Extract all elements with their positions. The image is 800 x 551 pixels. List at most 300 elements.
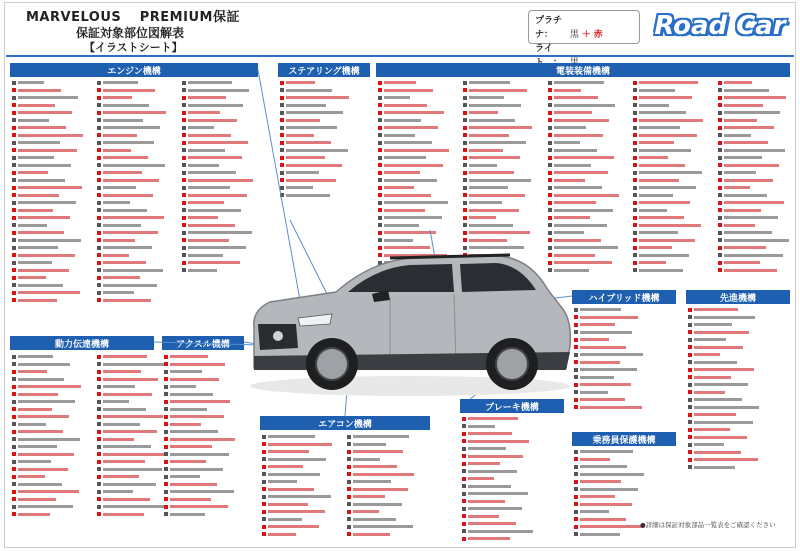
part-item <box>548 208 630 216</box>
part-item <box>548 88 630 96</box>
part-item <box>97 283 179 291</box>
part-item <box>718 95 800 103</box>
part-item <box>182 133 264 141</box>
part-item <box>12 504 94 512</box>
part-item <box>12 133 94 141</box>
part-item <box>718 155 800 163</box>
part-item <box>378 103 460 111</box>
part-item <box>12 407 94 415</box>
part-item <box>262 434 344 442</box>
part-item <box>12 369 94 377</box>
part-item <box>633 268 715 276</box>
part-item <box>164 467 246 475</box>
part-item <box>97 200 179 208</box>
part-item <box>688 345 770 353</box>
part-item <box>12 215 94 223</box>
part-item <box>280 140 362 148</box>
part-item <box>688 337 770 345</box>
part-item <box>463 95 545 103</box>
part-item <box>633 215 715 223</box>
parts-column <box>97 80 179 305</box>
part-item <box>262 442 344 450</box>
part-item <box>347 449 429 457</box>
part-item <box>164 444 246 452</box>
part-item <box>574 494 656 502</box>
part-item <box>280 185 362 193</box>
part-item <box>718 80 800 88</box>
part-item <box>574 509 656 517</box>
part-item <box>182 170 264 178</box>
part-item <box>548 95 630 103</box>
part-item <box>182 80 264 88</box>
part-item <box>97 260 179 268</box>
part-item <box>182 88 264 96</box>
parts-column <box>280 80 362 200</box>
part-item <box>462 484 544 492</box>
part-item <box>463 110 545 118</box>
part-item <box>347 509 429 517</box>
part-item <box>12 354 94 362</box>
part-item <box>463 125 545 133</box>
part-item <box>718 103 800 111</box>
part-item <box>463 193 545 201</box>
section-header-electrical <box>376 63 790 77</box>
part-item <box>378 110 460 118</box>
part-item <box>378 148 460 156</box>
part-item <box>633 260 715 268</box>
part-item <box>633 208 715 216</box>
part-item <box>262 502 344 510</box>
part-item <box>12 298 94 306</box>
part-item <box>688 457 770 465</box>
part-item <box>378 185 460 193</box>
part-item <box>182 125 264 133</box>
part-item <box>12 392 94 400</box>
part-item <box>12 125 94 133</box>
section-header-axle <box>162 336 244 350</box>
part-item <box>164 459 246 467</box>
part-item <box>164 384 246 392</box>
part-item <box>12 178 94 186</box>
legend-platinum-row <box>535 14 633 42</box>
part-item <box>462 536 544 544</box>
part-item <box>347 434 429 442</box>
part-item <box>462 439 544 447</box>
part-item <box>12 95 94 103</box>
part-item <box>718 88 800 96</box>
part-item <box>718 253 800 261</box>
part-item <box>97 298 179 306</box>
part-item <box>633 200 715 208</box>
part-item <box>548 193 630 201</box>
part-item <box>463 103 545 111</box>
part-item <box>280 103 362 111</box>
part-item <box>12 452 94 460</box>
part-item <box>12 110 94 118</box>
part-item <box>462 424 544 432</box>
part-item <box>12 155 94 163</box>
part-item <box>688 427 770 435</box>
part-item <box>164 504 246 512</box>
part-item <box>97 125 179 133</box>
logo-text: Road Car <box>654 11 786 41</box>
part-item <box>164 474 246 482</box>
road-car-logo <box>652 6 788 46</box>
part-item <box>688 322 770 330</box>
part-item <box>182 95 264 103</box>
part-item <box>164 354 246 362</box>
part-item <box>97 253 179 261</box>
part-item <box>164 512 246 520</box>
part-item <box>463 163 545 171</box>
part-item <box>12 512 94 520</box>
part-item <box>262 532 344 540</box>
part-item <box>688 405 770 413</box>
part-item <box>463 155 545 163</box>
section-title-aircon: エアコン機構 <box>318 419 372 430</box>
part-item <box>12 260 94 268</box>
part-item <box>164 369 246 377</box>
sheet-label: 【イラストシート】 <box>84 41 183 54</box>
part-item <box>280 155 362 163</box>
part-item <box>97 80 179 88</box>
part-item <box>280 133 362 141</box>
brake-parts-list <box>462 416 544 544</box>
part-item <box>378 178 460 186</box>
part-item <box>718 148 800 156</box>
part-item <box>548 148 630 156</box>
part-item <box>462 476 544 484</box>
part-item <box>548 125 630 133</box>
part-item <box>12 429 94 437</box>
parts-column <box>633 80 715 275</box>
part-item <box>462 499 544 507</box>
part-item <box>12 414 94 422</box>
part-item <box>164 399 246 407</box>
part-item <box>280 88 362 96</box>
part-item <box>12 362 94 370</box>
part-item <box>574 375 656 383</box>
part-item <box>633 80 715 88</box>
part-item <box>97 230 179 238</box>
part-item <box>12 497 94 505</box>
part-item <box>463 215 545 223</box>
part-item <box>718 178 800 186</box>
part-item <box>718 133 800 141</box>
section-title-hybrid: ハイブリッド機構 <box>588 293 660 304</box>
parts-column <box>462 416 544 544</box>
part-item <box>97 185 179 193</box>
part-item <box>718 170 800 178</box>
part-item <box>633 125 715 133</box>
section-title-electrical: 電装装備機構 <box>555 66 610 77</box>
part-item <box>688 360 770 368</box>
part-item <box>12 140 94 148</box>
part-item <box>574 502 656 510</box>
part-item <box>164 497 246 505</box>
part-item <box>97 208 179 216</box>
part-item <box>97 148 179 156</box>
part-item <box>688 330 770 338</box>
part-item <box>688 442 770 450</box>
part-item <box>548 185 630 193</box>
part-item <box>280 148 362 156</box>
header-divider <box>6 55 794 57</box>
part-item <box>688 435 770 443</box>
part-item <box>378 200 460 208</box>
part-item <box>12 80 94 88</box>
section-title-axle: アクスル機構 <box>176 339 230 350</box>
part-item <box>280 193 362 201</box>
legend-platinum-black: 黒 <box>569 30 579 40</box>
part-item <box>462 446 544 454</box>
part-item <box>574 330 656 338</box>
part-item <box>633 170 715 178</box>
hybrid-parts-list <box>574 307 656 412</box>
part-item <box>280 110 362 118</box>
part-item <box>378 95 460 103</box>
part-item <box>97 245 179 253</box>
part-item <box>688 450 770 458</box>
part-item <box>574 345 656 353</box>
part-item <box>97 155 179 163</box>
part-item <box>574 532 656 540</box>
part-item <box>164 407 246 415</box>
part-item <box>462 514 544 522</box>
part-item <box>97 103 179 111</box>
part-item <box>12 268 94 276</box>
part-item <box>12 200 94 208</box>
part-item <box>718 208 800 216</box>
part-item <box>633 110 715 118</box>
part-item <box>462 416 544 424</box>
part-item <box>378 125 460 133</box>
part-item <box>574 352 656 360</box>
part-item <box>182 148 264 156</box>
legend-platinum-label: プラチナ： <box>535 16 563 40</box>
part-item <box>12 459 94 467</box>
part-item <box>164 452 246 460</box>
part-item <box>97 140 179 148</box>
part-item <box>280 80 362 88</box>
part-item <box>262 509 344 517</box>
part-item <box>718 163 800 171</box>
part-item <box>280 178 362 186</box>
part-item <box>633 238 715 246</box>
part-item <box>12 444 94 452</box>
part-item <box>262 449 344 457</box>
part-item <box>164 429 246 437</box>
part-item <box>182 110 264 118</box>
part-item <box>12 489 94 497</box>
part-item <box>280 170 362 178</box>
steering-parts-list <box>280 80 362 200</box>
part-item <box>688 315 770 323</box>
part-item <box>97 88 179 96</box>
part-item <box>378 208 460 216</box>
part-item <box>462 431 544 439</box>
part-item <box>718 193 800 201</box>
part-item <box>574 449 656 457</box>
part-item <box>378 133 460 141</box>
part-item <box>574 382 656 390</box>
part-item <box>633 163 715 171</box>
part-item <box>12 384 94 392</box>
part-item <box>463 185 545 193</box>
suv-illustration <box>240 228 580 400</box>
part-item <box>97 170 179 178</box>
part-item <box>574 472 656 480</box>
part-item <box>378 140 460 148</box>
part-item <box>633 118 715 126</box>
part-item <box>347 464 429 472</box>
part-item <box>347 502 429 510</box>
part-item <box>718 110 800 118</box>
part-item <box>12 422 94 430</box>
part-item <box>164 489 246 497</box>
part-item <box>280 125 362 133</box>
part-item <box>633 103 715 111</box>
part-item <box>97 178 179 186</box>
part-item <box>718 245 800 253</box>
section-title-advanced: 先進機構 <box>719 293 756 304</box>
part-item <box>262 464 344 472</box>
part-item <box>12 170 94 178</box>
part-item <box>280 118 362 126</box>
part-item <box>633 148 715 156</box>
part-item <box>633 140 715 148</box>
part-item <box>347 524 429 532</box>
part-item <box>12 238 94 246</box>
part-item <box>574 464 656 472</box>
part-item <box>182 215 264 223</box>
part-item <box>97 268 179 276</box>
car-front-rim <box>316 348 348 380</box>
part-item <box>548 178 630 186</box>
section-title-occupant: 乗務員保護機構 <box>592 435 656 446</box>
part-item <box>633 223 715 231</box>
part-item <box>574 315 656 323</box>
part-item <box>12 103 94 111</box>
part-item <box>463 170 545 178</box>
page-subtitle: 保証対象部位図解表 <box>76 26 185 40</box>
part-item <box>12 163 94 171</box>
part-item <box>548 170 630 178</box>
part-item <box>548 103 630 111</box>
part-item <box>463 133 545 141</box>
part-item <box>462 461 544 469</box>
part-item <box>378 118 460 126</box>
part-item <box>688 367 770 375</box>
part-item <box>633 193 715 201</box>
part-item <box>718 200 800 208</box>
part-item <box>688 352 770 360</box>
part-item <box>718 185 800 193</box>
section-title-drivetrain: 動力伝達機構 <box>54 339 109 350</box>
part-item <box>462 454 544 462</box>
part-item <box>97 275 179 283</box>
part-item <box>462 529 544 537</box>
part-item <box>633 88 715 96</box>
section-header-advanced <box>686 290 790 304</box>
part-item <box>12 253 94 261</box>
part-item <box>574 397 656 405</box>
part-item <box>688 412 770 420</box>
part-item <box>12 437 94 445</box>
part-item <box>164 362 246 370</box>
drivetrain-parts-list <box>12 354 179 519</box>
part-item <box>12 193 94 201</box>
part-item <box>688 390 770 398</box>
part-item <box>688 307 770 315</box>
part-item <box>633 178 715 186</box>
part-item <box>262 524 344 532</box>
part-item <box>97 290 179 298</box>
part-item <box>97 95 179 103</box>
part-item <box>688 397 770 405</box>
section-header-occupant <box>572 432 676 446</box>
part-item <box>463 118 545 126</box>
parts-column <box>688 307 770 472</box>
part-item <box>378 170 460 178</box>
part-item <box>688 420 770 428</box>
part-item <box>548 140 630 148</box>
part-item <box>182 185 264 193</box>
part-item <box>97 193 179 201</box>
part-item <box>633 95 715 103</box>
part-item <box>378 155 460 163</box>
section-header-aircon <box>260 416 430 430</box>
part-item <box>262 457 344 465</box>
part-item <box>12 474 94 482</box>
part-item <box>463 200 545 208</box>
section-header-engine <box>10 63 258 77</box>
parts-column <box>12 80 94 305</box>
part-item <box>574 405 656 413</box>
section-header-brake <box>460 399 564 413</box>
part-item <box>12 223 94 231</box>
part-item <box>548 118 630 126</box>
part-item <box>378 215 460 223</box>
part-item <box>462 491 544 499</box>
part-item <box>574 367 656 375</box>
section-header-steering <box>278 63 370 77</box>
legend-platinum-red: 赤 <box>593 30 603 40</box>
part-item <box>347 494 429 502</box>
part-item <box>463 140 545 148</box>
part-item <box>12 118 94 126</box>
part-item <box>182 140 264 148</box>
part-item <box>182 118 264 126</box>
part-item <box>347 487 429 495</box>
part-item <box>182 103 264 111</box>
part-item <box>463 208 545 216</box>
part-item <box>574 360 656 368</box>
part-item <box>280 95 362 103</box>
part-item <box>463 148 545 156</box>
part-item <box>718 268 800 276</box>
part-item <box>12 283 94 291</box>
part-item <box>548 215 630 223</box>
part-item <box>12 482 94 490</box>
part-item <box>164 414 246 422</box>
part-item <box>688 375 770 383</box>
part-item <box>262 517 344 525</box>
part-item <box>718 125 800 133</box>
part-item <box>97 223 179 231</box>
part-item <box>12 399 94 407</box>
part-item <box>463 80 545 88</box>
